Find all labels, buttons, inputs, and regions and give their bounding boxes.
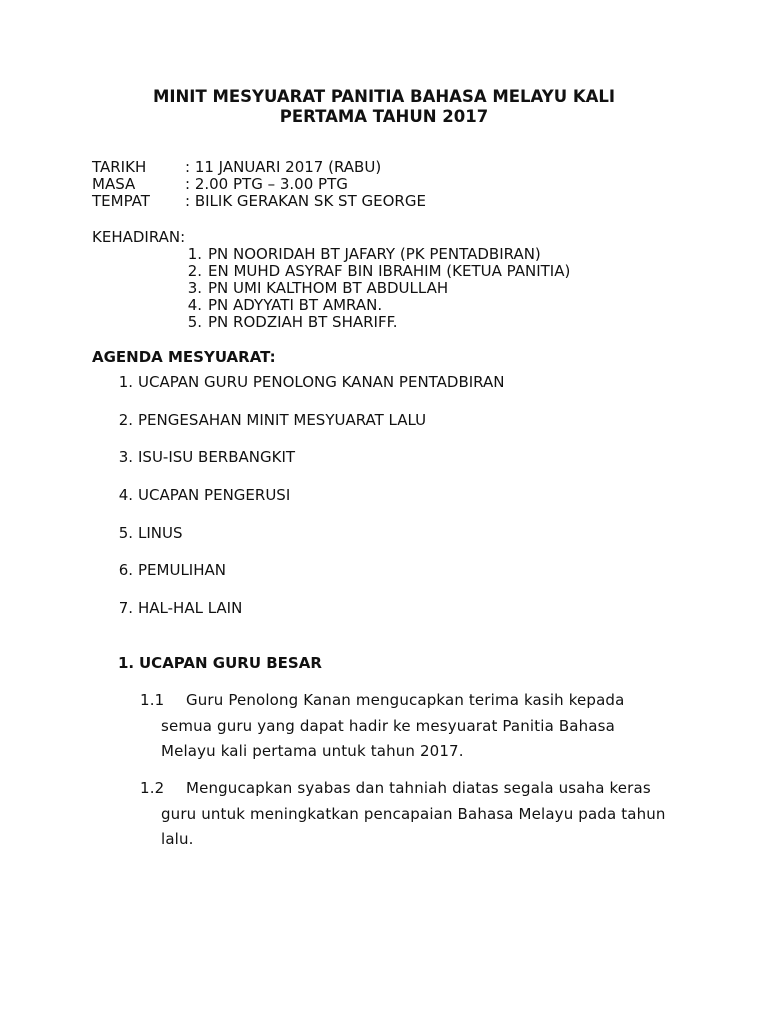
list-item	[92, 561, 504, 599]
info-row-masa	[92, 176, 426, 193]
paragraph-number: 1.2	[140, 779, 165, 797]
list-text: ISU-ISU BERBANGKIT	[138, 448, 296, 467]
list-number: 1.	[118, 373, 133, 391]
info-label: MASA	[92, 175, 136, 193]
list-number: 1.	[187, 245, 202, 263]
list-item	[92, 314, 570, 331]
agenda-list	[92, 373, 504, 637]
list-item	[92, 297, 570, 314]
list-item	[92, 246, 570, 263]
list-item	[92, 263, 570, 280]
list-item	[92, 486, 504, 524]
document-title	[0, 87, 768, 127]
title-line-2: PERTAMA TAHUN 2017	[279, 107, 489, 126]
list-text: PN NOORIDAH BT JAFARY (PK PENTADBIRAN)	[208, 245, 541, 263]
list-number: 6.	[118, 561, 133, 580]
paragraph-line: guru untuk meningkatkan pencapaian Bahasa Melayu pada tahun	[161, 804, 666, 823]
list-number: 2.	[187, 262, 202, 280]
list-number: 5.	[118, 523, 133, 542]
list-text: PN ADYYATI BT AMRAN.	[208, 296, 383, 314]
list-number: 4.	[118, 486, 133, 505]
list-item	[92, 448, 504, 486]
paragraph-first-line	[140, 776, 700, 802]
info-row-tarikh	[92, 159, 426, 176]
paragraph-first-line	[140, 688, 700, 714]
paragraph-line: semua guru yang dapat hadir ke mesyuarat Panitia Bahasa	[161, 716, 615, 735]
list-text: PN UMI KALTHOM BT ABDULLAH	[208, 279, 449, 297]
list-item	[92, 280, 570, 297]
info-label: TARIKH	[92, 158, 147, 176]
paragraph-text: Mengucapkan syabas dan tahniah diatas segala usaha keras	[186, 779, 651, 797]
list-text: UCAPAN PENGERUSI	[138, 486, 291, 505]
section-heading	[118, 654, 322, 672]
list-item	[92, 599, 504, 637]
paragraph-text: Guru Penolong Kanan mengucapkan terima kasih kepada	[186, 691, 625, 709]
info-value: : 11 JANUARI 2017 (RABU)	[185, 158, 382, 176]
info-label: TEMPAT	[92, 192, 150, 210]
list-text: PEMULIHAN	[138, 561, 226, 580]
list-number: 4.	[187, 296, 202, 314]
list-number: 3.	[118, 448, 133, 467]
info-value: : BILIK GERAKAN SK ST GEORGE	[185, 192, 426, 210]
list-text: EN MUHD ASYRAF BIN IBRAHIM (KETUA PANITIA)	[208, 262, 571, 280]
paragraph-1-2	[140, 776, 700, 853]
attendance-heading: KEHADIRAN:	[92, 228, 186, 246]
list-number: 7.	[118, 599, 133, 618]
paragraph-number: 1.1	[140, 691, 165, 709]
section-title: UCAPAN GURU BESAR	[139, 654, 322, 672]
title-line-1: MINIT MESYUARAT PANITIA BAHASA MELAYU KALI	[152, 87, 616, 106]
agenda-heading: AGENDA MESYUARAT:	[92, 348, 276, 366]
meeting-info	[92, 159, 426, 210]
list-item	[92, 524, 504, 562]
list-text: PN RODZIAH BT SHARIFF.	[208, 313, 398, 331]
info-row-tempat	[92, 193, 426, 210]
info-value: : 2.00 PTG – 3.00 PTG	[185, 175, 348, 193]
paragraph-line: lalu.	[161, 830, 194, 848]
section-number: 1.	[118, 654, 135, 672]
list-item	[92, 373, 504, 411]
list-text: UCAPAN GURU PENOLONG KANAN PENTADBIRAN	[138, 373, 505, 391]
attendance-list	[92, 246, 570, 331]
paragraph-line: Melayu kali pertama untuk tahun 2017.	[161, 742, 464, 760]
list-text: HAL-HAL LAIN	[138, 599, 243, 618]
list-text: PENGESAHAN MINIT MESYUARAT LALU	[138, 410, 427, 429]
list-number: 5.	[187, 313, 202, 331]
attendance-section	[92, 229, 570, 331]
list-number: 3.	[187, 279, 202, 297]
list-text: LINUS	[138, 523, 183, 542]
list-number: 2.	[118, 410, 133, 429]
paragraph-1-1	[140, 688, 700, 765]
list-item	[92, 411, 504, 449]
